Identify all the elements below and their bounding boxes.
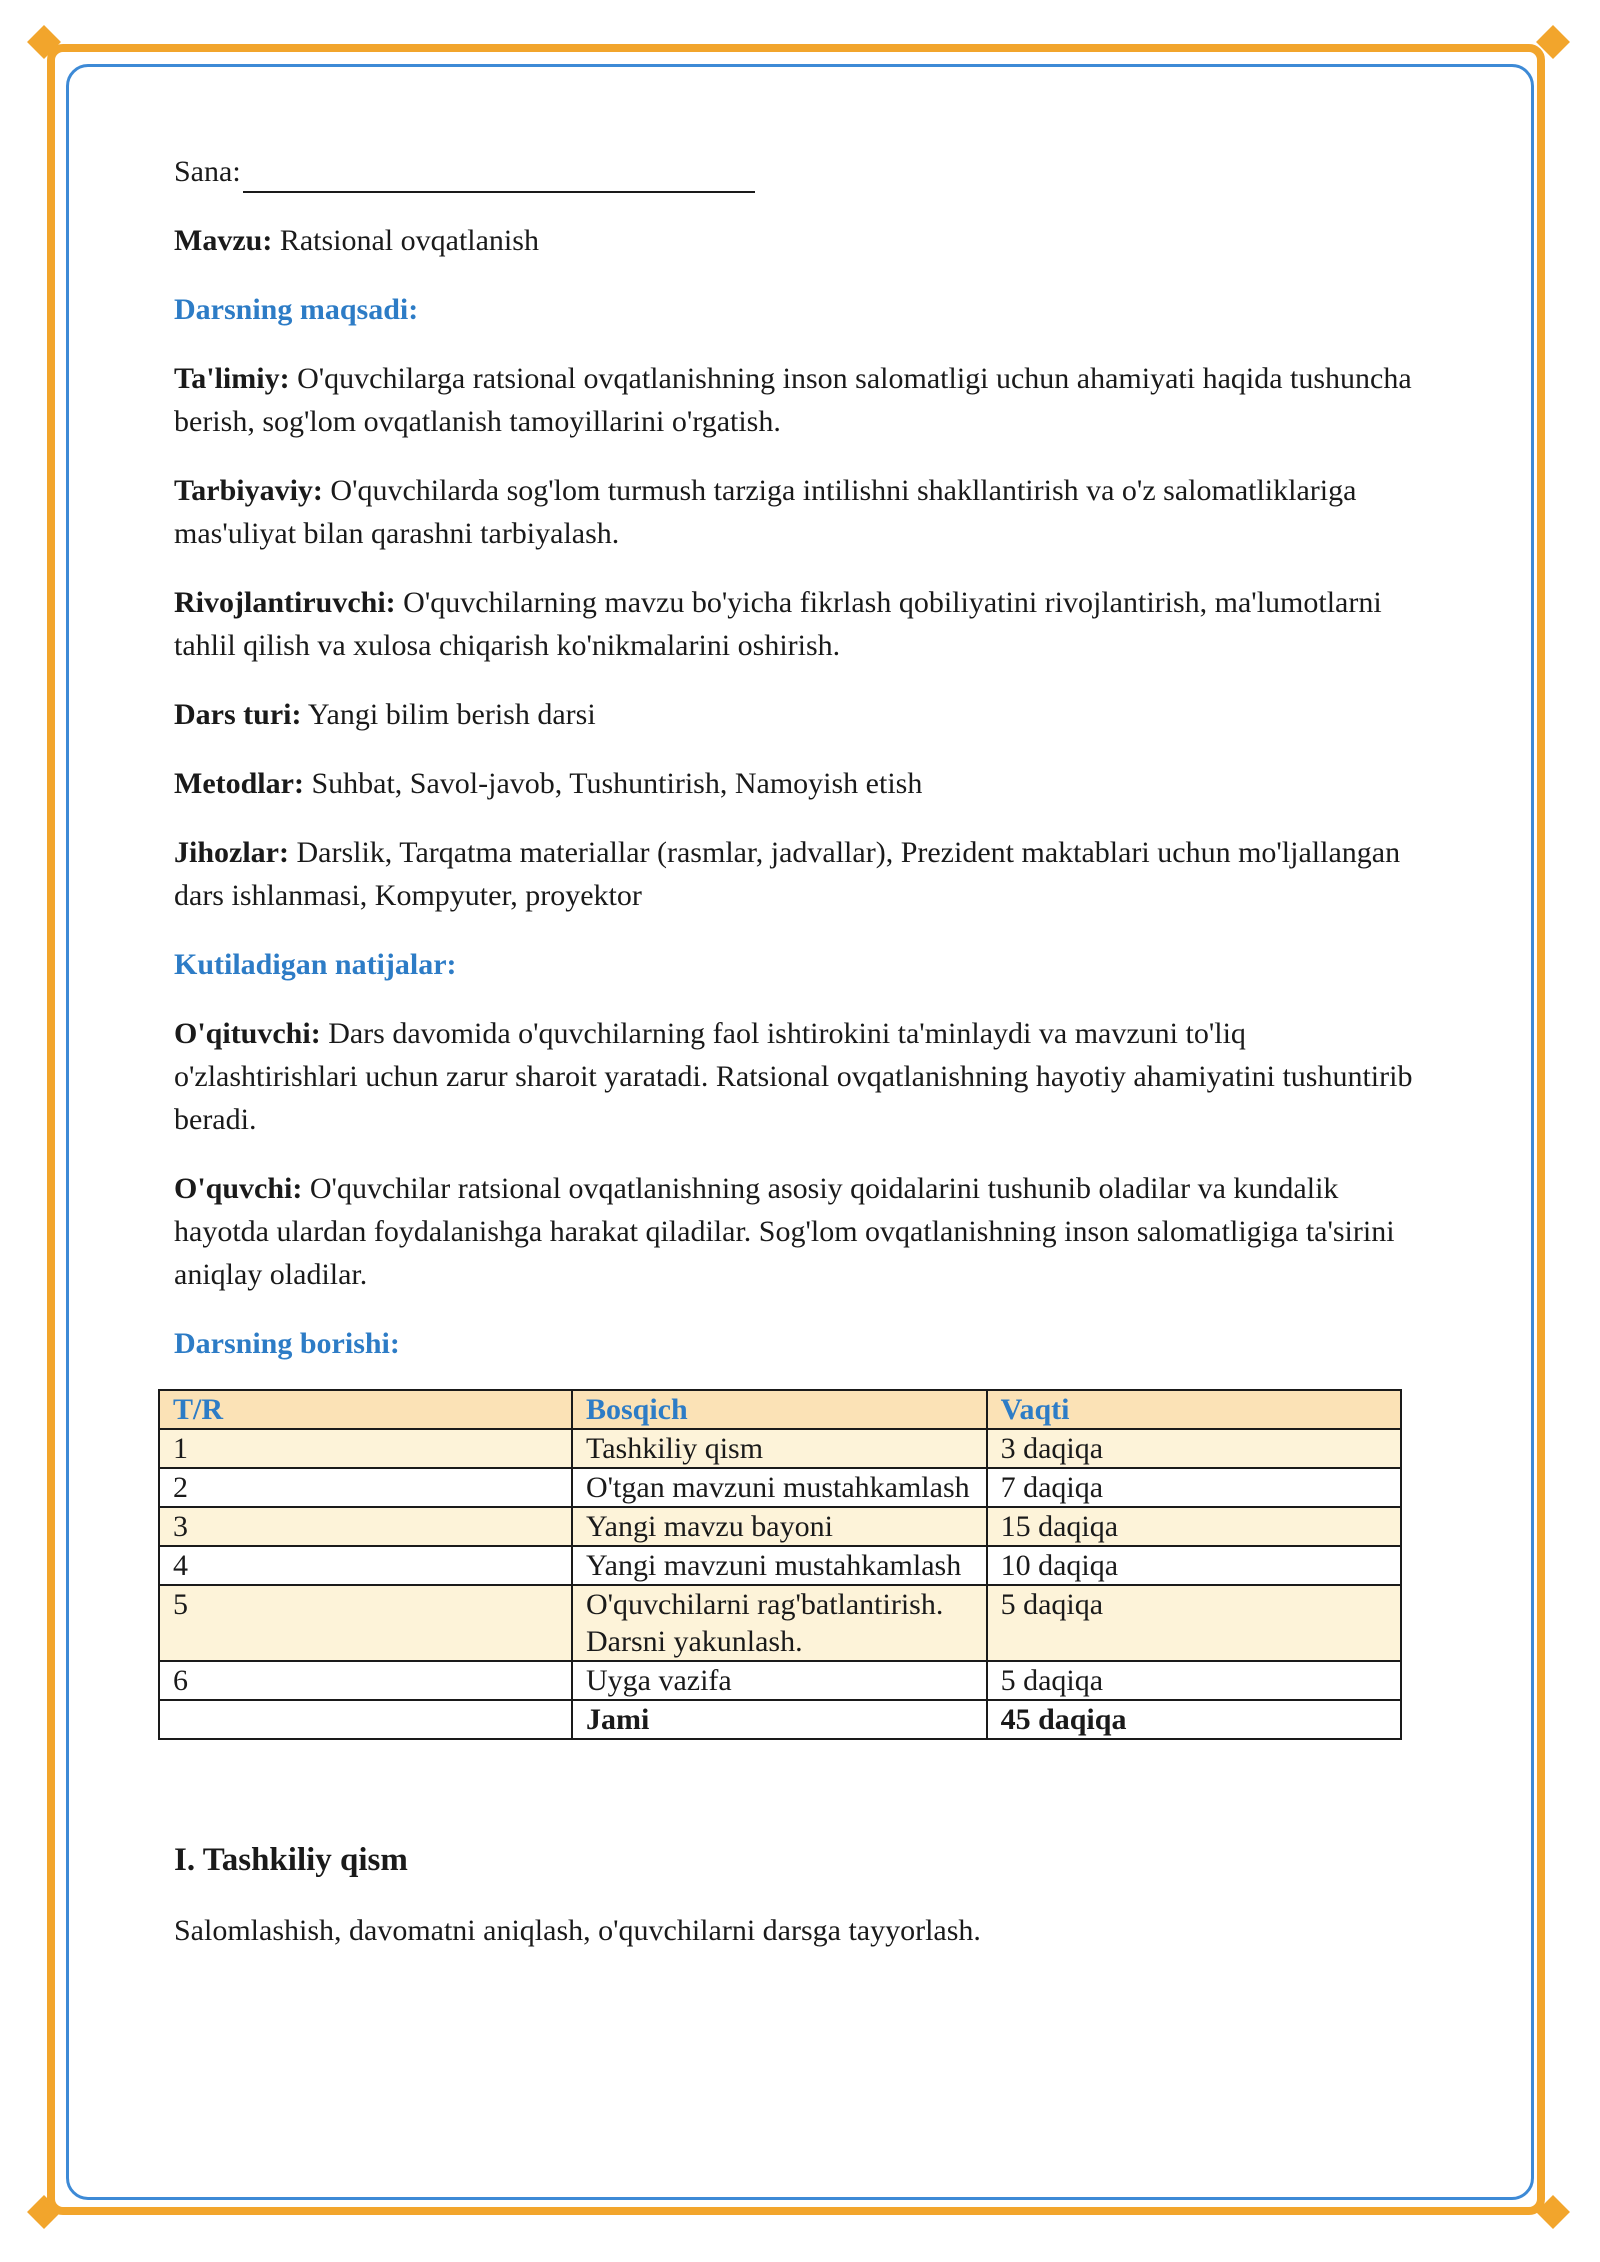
row-stage: Tashkiliy qism: [572, 1429, 987, 1468]
outcome-student: [174, 1167, 1414, 1296]
table-row: [159, 1507, 1401, 1546]
section-text: Salomlashish, davomatni aniqlash, o'quvchilarni darsga tayyorlash.: [174, 1914, 981, 1947]
row-time: 5 daqiqa: [987, 1585, 1401, 1661]
progress-heading: Darsning borishi:: [174, 1327, 400, 1360]
row-stage: Uyga vazifa: [572, 1661, 987, 1700]
row-time: 10 daqiqa: [987, 1546, 1401, 1585]
goal-upbringing: [174, 469, 1414, 555]
table-row: [159, 1468, 1401, 1507]
row-stage: Yangi mavzu bayoni: [572, 1507, 987, 1546]
row-number: 3: [159, 1507, 572, 1546]
table-row: [159, 1661, 1401, 1700]
date-blank: [243, 155, 755, 193]
lesson-equipment: [174, 831, 1414, 917]
goal-educational: [174, 357, 1414, 443]
date-label: Sana:: [174, 155, 241, 188]
total-label: Jami: [572, 1700, 987, 1739]
goal-educational-text: O'quvchilarga ratsional ovqatlanishning inson salomatligi uchun ahamiyati haqida tushuncha berish, sog'lom ovqatlanish tamoyillarini o'rgatish.: [174, 362, 1412, 438]
goal-developmental-label: Rivojlantiruvchi:: [174, 586, 396, 619]
row-number: 4: [159, 1546, 572, 1585]
lesson-progress-table: [158, 1389, 1402, 1740]
lesson-type: [174, 693, 1414, 736]
row-stage: O'quvchilarni rag'batlantirish. Darsni yakunlash.: [572, 1585, 987, 1661]
column-header-time: Vaqti: [987, 1390, 1401, 1429]
topic-value: Ratsional ovqatlanish: [279, 224, 539, 257]
total-time: 45 daqiqa: [987, 1700, 1401, 1739]
row-number: 2: [159, 1468, 572, 1507]
table-row: [159, 1546, 1401, 1585]
lesson-plan-body: [174, 150, 1414, 1391]
row-number: 5: [159, 1585, 572, 1661]
row-stage: Yangi mavzuni mustahkamlash: [572, 1546, 987, 1585]
section-heading: I. Tashkiliy qism: [174, 1842, 408, 1878]
lesson-methods-label: Metodlar:: [174, 767, 304, 800]
column-header-stage: Bosqich: [572, 1390, 987, 1429]
lesson-methods: [174, 762, 1414, 805]
row-time: 7 daqiqa: [987, 1468, 1401, 1507]
row-number: [159, 1700, 572, 1739]
table-header-row: [159, 1390, 1401, 1429]
lesson-type-value: Yangi bilim berish darsi: [307, 698, 596, 731]
lesson-equipment-value: Darslik, Tarqatma materiallar (rasmlar, jadvallar), Prezident maktablari uchun mo'ljallangan dars ishlanmasi, Kompyuter, proyektor: [174, 836, 1401, 912]
goal-developmental-text: O'quvchilarning mavzu bo'yicha fikrlash qobiliyatini rivojlantirish, ma'lumotlarni tahlil qilish va xulosa chiqarish ko'nikmalarini oshirish.: [174, 586, 1382, 662]
row-number: 6: [159, 1661, 572, 1700]
date-line: [174, 150, 1414, 193]
row-number: 1: [159, 1429, 572, 1468]
topic-line: [174, 219, 1414, 262]
goal-upbringing-text: O'quvchilarda sog'lom turmush tarziga intilishni shakllantirish va o'z salomatliklariga mas'uliyat bilan qarashni tarbiyalash.: [174, 474, 1357, 550]
lesson-equipment-label: Jihozlar:: [174, 836, 289, 869]
row-time: 3 daqiqa: [987, 1429, 1401, 1468]
outcome-teacher: [174, 1012, 1414, 1141]
row-stage: O'tgan mavzuni mustahkamlash: [572, 1468, 987, 1507]
goals-heading: Darsning maqsadi:: [174, 293, 419, 326]
column-header-number: T/R: [159, 1390, 572, 1429]
table-total-row: [159, 1700, 1401, 1739]
lesson-methods-value: Suhbat, Savol-javob, Tushuntirish, Namoyish etish: [311, 767, 923, 800]
goal-educational-label: Ta'limiy:: [174, 362, 290, 395]
section-organizational: [174, 1838, 1414, 1952]
table-row: [159, 1585, 1401, 1661]
lesson-type-label: Dars turi:: [174, 698, 302, 731]
outcome-teacher-label: O'qituvchi:: [174, 1017, 321, 1050]
row-time: 15 daqiqa: [987, 1507, 1401, 1546]
outcome-student-text: O'quvchilar ratsional ovqatlanishning asosiy qoidalarini tushunib oladilar va kundalik hayotda ulardan foydalanishga harakat qiladilar. Sog'lom ovqatlanishning inson salomatligiga ta'sirini aniqlay oladilar.: [174, 1172, 1395, 1291]
outcome-teacher-text: Dars davomida o'quvchilarning faol ishtirokini ta'minlaydi va mavzuni to'liq o'zlashtirishlari uchun zarur sharoit yaratadi. Ratsional ovqatlanishning hayotiy ahamiyatini tushuntirib beradi.: [174, 1017, 1413, 1136]
goal-upbringing-label: Tarbiyaviy:: [174, 474, 323, 507]
row-time: 5 daqiqa: [987, 1661, 1401, 1700]
outcomes-heading: Kutiladigan natijalar:: [174, 948, 457, 981]
topic-label: Mavzu:: [174, 224, 273, 257]
table-row: [159, 1429, 1401, 1468]
goal-developmental: [174, 581, 1414, 667]
outcome-student-label: O'quvchi:: [174, 1172, 303, 1205]
